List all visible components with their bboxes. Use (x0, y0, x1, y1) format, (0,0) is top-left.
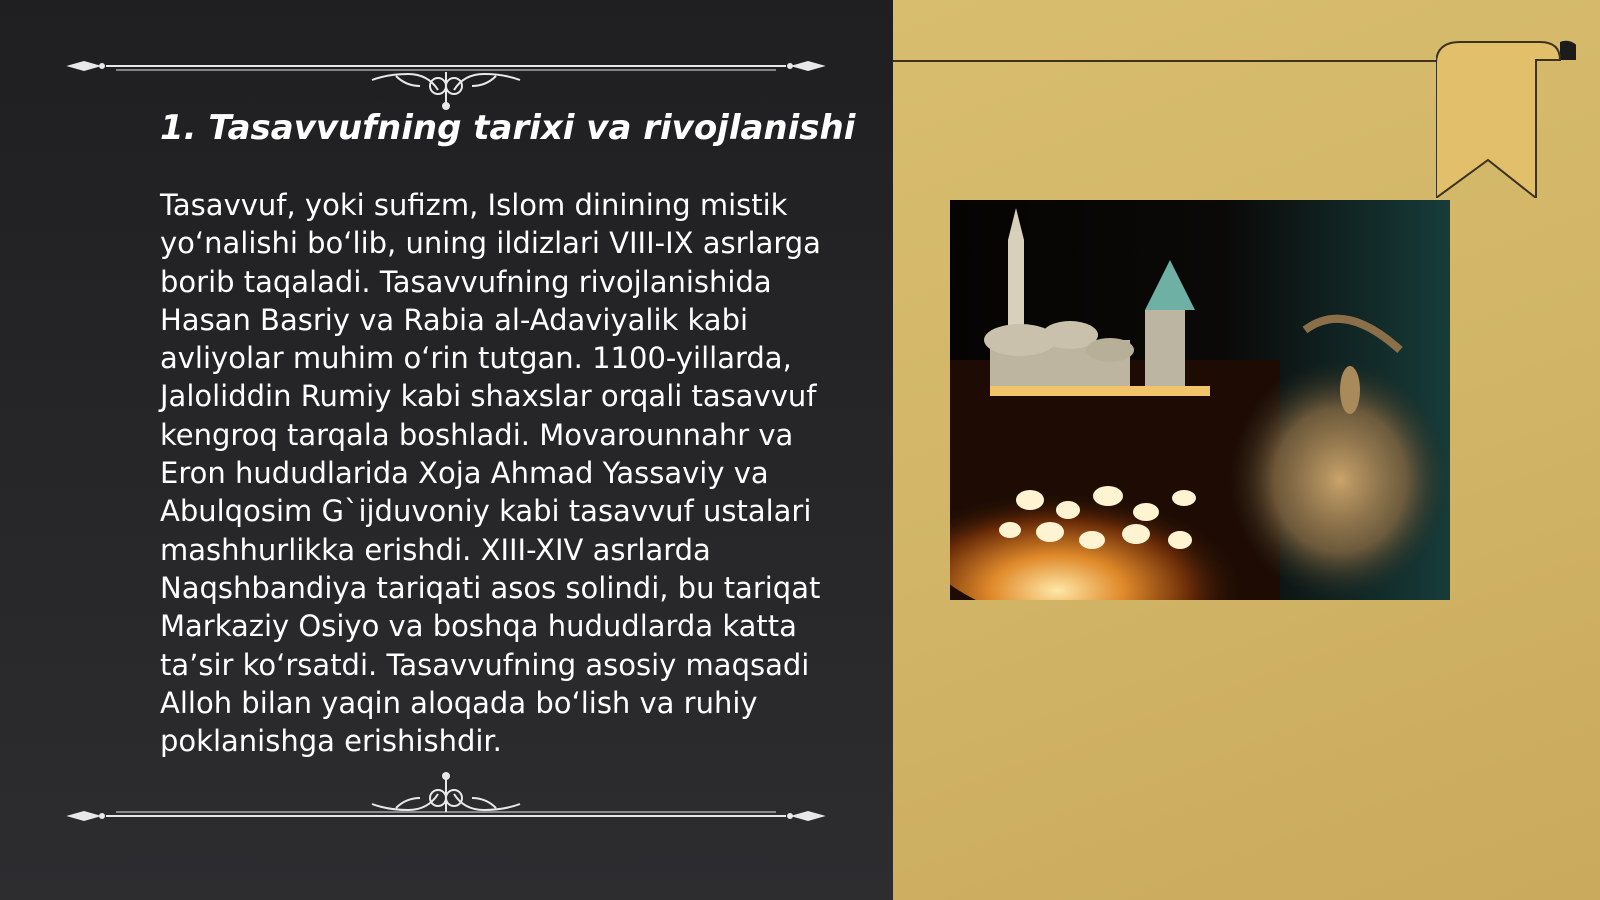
top-divider-line (893, 60, 1438, 62)
bookmark-ribbon-icon (1436, 36, 1576, 198)
slide-title: 1. Tasavvufning tarixi va rivojlanishi (160, 108, 856, 148)
slide-body-text: Tasavvuf, yoki sufizm, Islom dinining mistik yo‘nalishi bo‘lib, uning ildizlari VIII-IX asrlarga borib taqaladi. Tasavvufning rivojlanishida Hasan Basriy va Rabia al-Adaviyalik kabi avliyolar muhim o‘rin tutgan. 1100-yillarda, Jaloliddin Rumiy kabi shaxslar orqali tasavvuf kengroq tarqala boshladi. Movarounnahr va Eron hududlarida Xoja Ahmad Yassaviy va Abulqosim G`ijduvoniy kabi tasavvuf ustalari mashhurlikka erishdi. XIII-XIV asrlarda Naqshbandiya tariqati asos solindi, bu tariqat Markaziy Osiyo va boshqa hududlarda katta ta’sir ko‘rsatdi. Tasavvufning asosiy maqsadi Alloh bilan yaqin aloqada bo‘lish va ruhiy poklanishga erishishdir. (160, 188, 821, 759)
ornament-divider-bottom-icon (66, 772, 826, 832)
mosque-dervishes-photo (950, 200, 1450, 600)
ornament-divider-top-icon (66, 50, 826, 110)
